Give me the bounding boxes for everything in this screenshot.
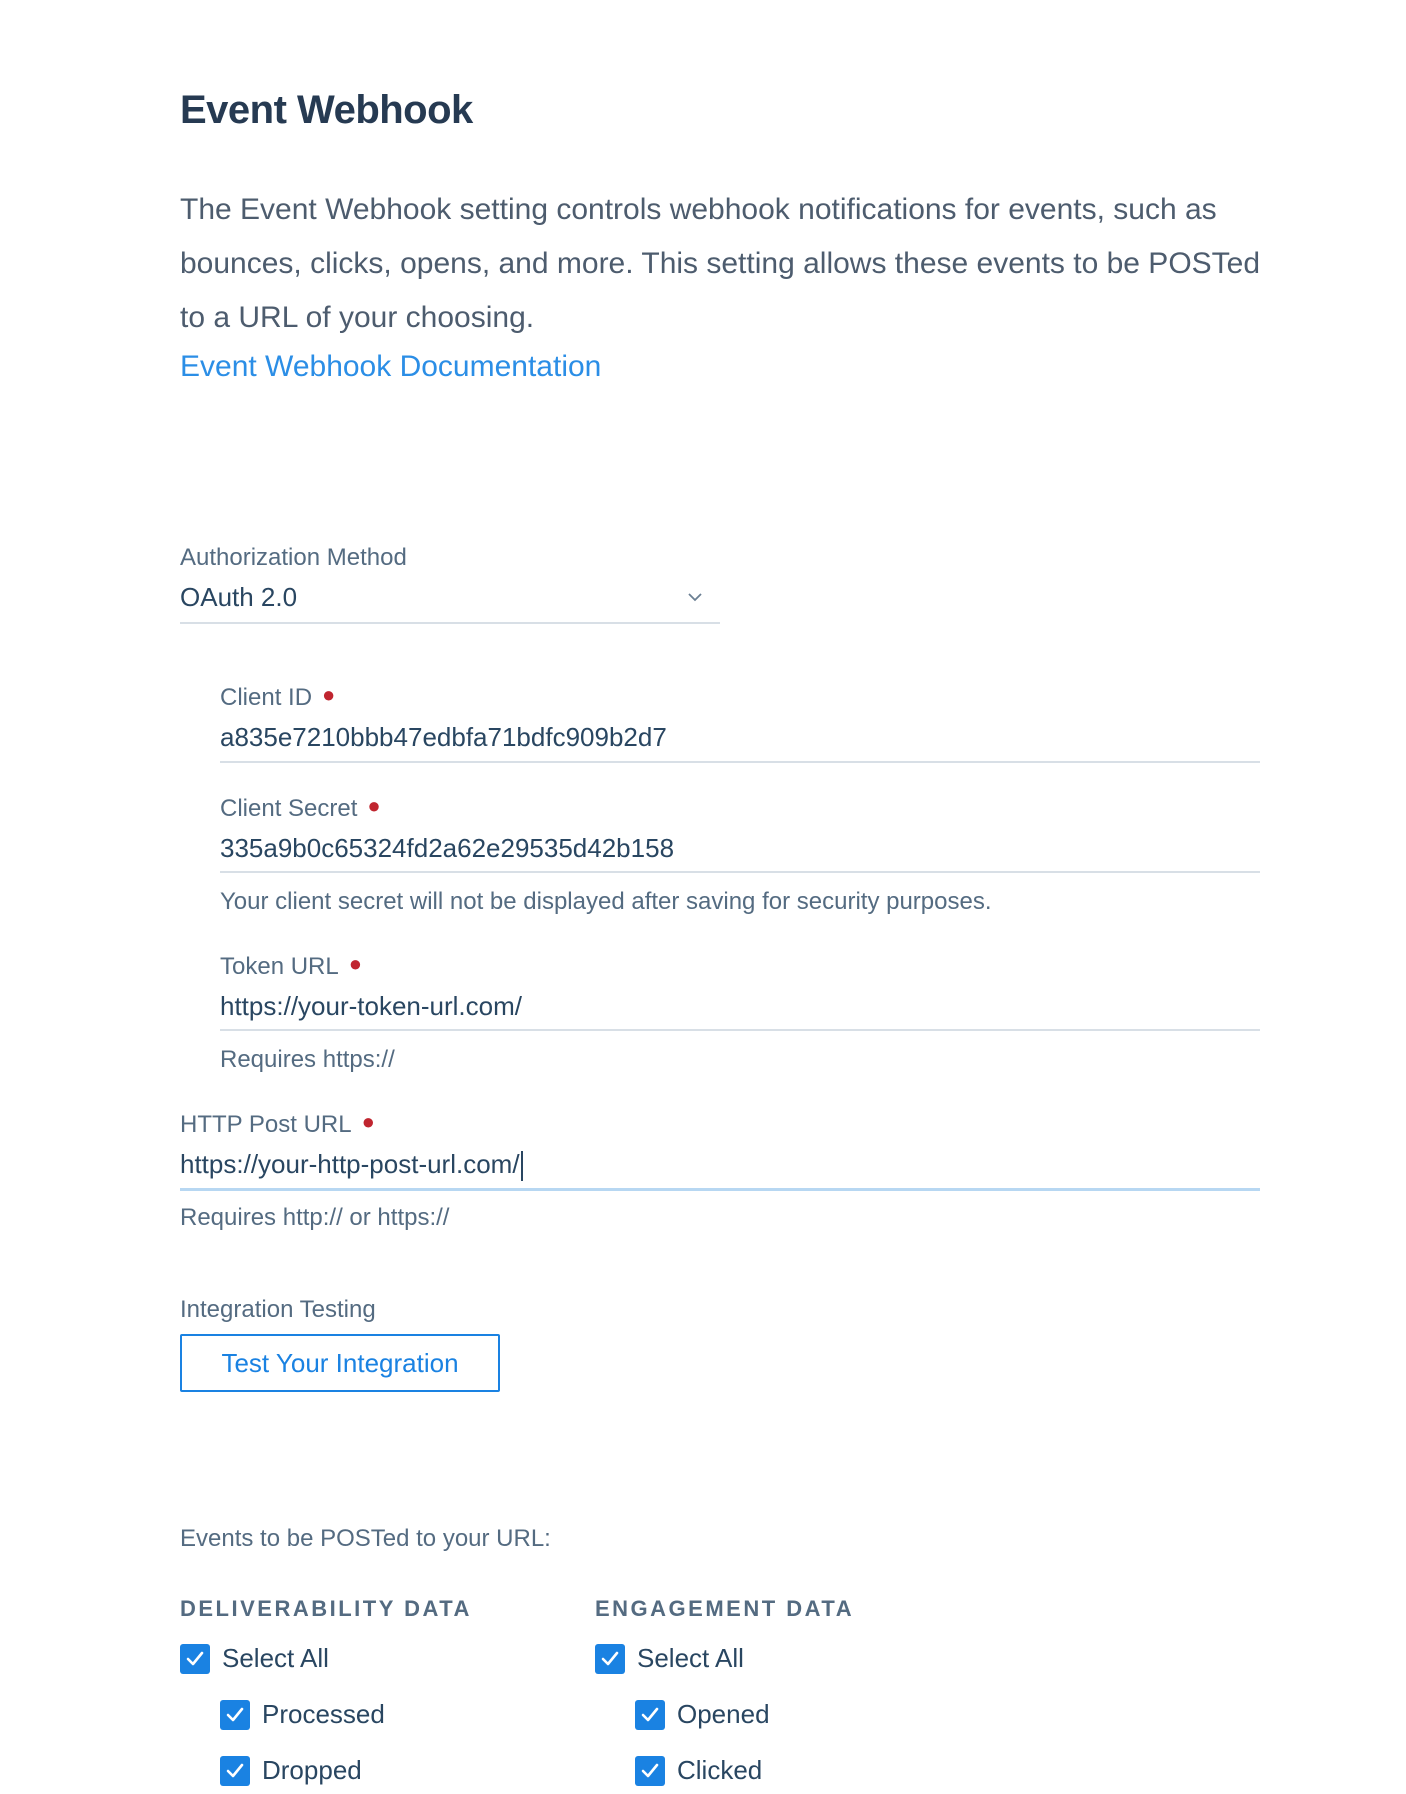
required-indicator: ● xyxy=(367,793,381,818)
checkbox-opened[interactable] xyxy=(635,1699,770,1730)
engagement-data-heading: ENGAGEMENT DATA xyxy=(595,1596,855,1621)
auth-method-select[interactable]: OAuth 2.0 xyxy=(180,582,298,612)
token-url-help: Requires https:// xyxy=(220,1046,395,1073)
checkbox-dropped[interactable] xyxy=(220,1755,362,1786)
checkbox-checked-icon[interactable] xyxy=(635,1700,665,1730)
checkbox-checked-icon[interactable] xyxy=(635,1756,665,1786)
required-indicator: ● xyxy=(361,1109,375,1134)
test-integration-button[interactable]: Test Your Integration xyxy=(180,1334,500,1392)
page-description: The Event Webhook setting controls webhook notifications for events, such as bounces, clicks, opens, and more. This setting allows these events to be POSTed to a URL of your choosing. xyxy=(180,193,1261,334)
http-post-url-label: HTTP Post URL ● xyxy=(180,1109,375,1138)
auth-method-label: Authorization Method xyxy=(180,544,407,571)
client-id-underline xyxy=(220,761,1260,763)
documentation-link[interactable]: Event Webhook Documentation xyxy=(180,350,602,383)
client-secret-underline xyxy=(220,871,1260,873)
checkbox-label: Select All xyxy=(222,1643,329,1673)
checkbox-clicked[interactable] xyxy=(635,1755,762,1786)
http-post-url-help: Requires http:// or https:// xyxy=(180,1204,450,1231)
client-secret-input[interactable]: 335a9b0c65324fd2a62e29535d42b158 xyxy=(220,833,675,863)
events-label: Events to be POSTed to your URL: xyxy=(180,1525,551,1552)
client-id-label: Client ID ● xyxy=(220,682,336,711)
required-indicator: ● xyxy=(322,682,336,707)
client-id-input[interactable]: a835e7210bbb47edbfa71bdfc909b2d7 xyxy=(220,722,667,752)
token-url-label: Token URL ● xyxy=(220,951,363,980)
page-title: Event Webhook xyxy=(180,88,473,132)
client-secret-help: Your client secret will not be displayed after saving for security purposes. xyxy=(220,888,992,915)
checkbox-processed[interactable] xyxy=(220,1699,385,1730)
engagement-select-all[interactable] xyxy=(595,1643,744,1674)
checkbox-label: Processed xyxy=(262,1699,385,1729)
deliverability-data-heading: DELIVERABILITY DATA xyxy=(180,1596,472,1621)
deliverability-select-all[interactable] xyxy=(180,1643,329,1674)
http-post-url-underline xyxy=(180,1188,1260,1191)
checkbox-checked-icon[interactable] xyxy=(180,1644,210,1674)
checkbox-label: Clicked xyxy=(677,1755,763,1785)
http-post-url-input[interactable]: https://your-http-post-url.com/ xyxy=(180,1149,523,1181)
checkbox-checked-icon[interactable] xyxy=(220,1756,250,1786)
checkbox-label: Select All xyxy=(637,1643,744,1673)
client-secret-label: Client Secret ● xyxy=(220,793,381,822)
checkbox-label: Dropped xyxy=(262,1755,362,1785)
checkbox-label: Opened xyxy=(677,1699,770,1729)
token-url-input[interactable]: https://your-token-url.com/ xyxy=(220,991,522,1021)
token-url-underline xyxy=(220,1029,1260,1031)
checkbox-checked-icon[interactable] xyxy=(595,1644,625,1674)
text-cursor xyxy=(521,1151,523,1181)
chevron-down-icon[interactable] xyxy=(684,586,706,608)
integration-testing-label: Integration Testing xyxy=(180,1296,376,1323)
required-indicator: ● xyxy=(348,951,363,976)
auth-method-underline xyxy=(180,622,720,624)
checkbox-checked-icon[interactable] xyxy=(220,1700,250,1730)
